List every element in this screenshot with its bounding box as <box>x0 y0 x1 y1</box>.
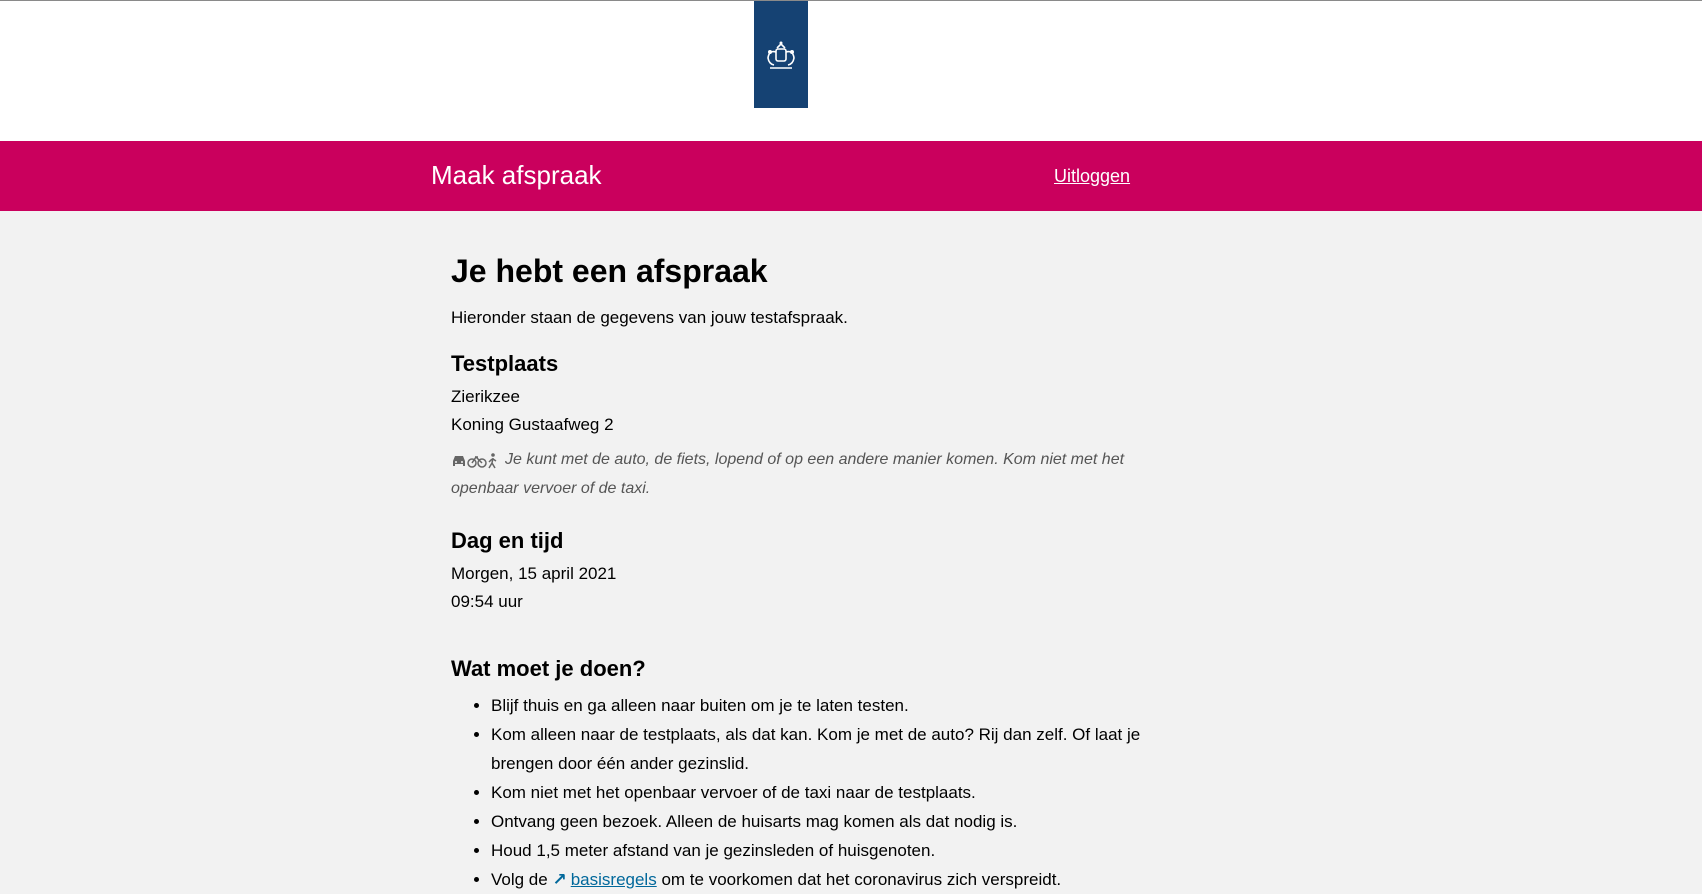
car-icon <box>451 454 467 468</box>
todo-heading: Wat moet je doen? <box>451 656 646 681</box>
location-city: Zierikzee <box>451 387 520 406</box>
datetime-heading: Dag en tijd <box>451 528 564 553</box>
external-link-arrow-icon: ↗ <box>552 870 567 889</box>
transport-note <box>451 446 1131 503</box>
transport-icons <box>451 447 499 475</box>
location-heading: Testplaats <box>451 351 559 376</box>
list-item <box>491 865 1171 894</box>
list-item: • Kom alleen naar de testplaats, als dat kan. Kom je met de auto? Rij dan zelf. Of laat je brengen door één ander gezinslid. <box>491 720 1171 778</box>
basisregels-link[interactable]: basisregels <box>570 870 657 889</box>
transport-note-text: Je kunt met de auto, de fiets, lopend of op een andere manier komen. Kom niet met het openbaar vervoer of de taxi. <box>451 451 1125 497</box>
intro-text: Hieronder staan de gegevens van jouw testafspraak. <box>451 308 848 327</box>
bicycle-icon <box>467 454 487 468</box>
list-item-suffix: om te voorkomen dat het coronavirus zich verspreidt. <box>661 870 1062 889</box>
appointment-date: Morgen, 15 april 2021 <box>451 564 617 583</box>
page-header-title: Maak afspraak <box>431 160 602 190</box>
todo-list <box>451 691 1171 894</box>
logo-emblem <box>761 38 801 72</box>
list-item: • Ontvang geen bezoek. Alleen de huisarts mag komen als dat nodig is. <box>491 807 1171 836</box>
coat-of-arms-icon <box>754 1 808 108</box>
list-item: • Houd 1,5 meter afstand van je gezinsleden of huisgenoten. <box>491 836 1171 865</box>
list-item: • Kom niet met het openbaar vervoer of de taxi naar de testplaats. <box>491 778 1171 807</box>
header-band <box>0 141 1702 211</box>
page-title: Je hebt een afspraak <box>451 253 768 289</box>
logout-link[interactable]: Uitloggen <box>1054 166 1131 186</box>
appointment-time: 09:54 uur <box>451 592 523 611</box>
top-bar <box>0 0 1702 141</box>
list-item: • Blijf thuis en ga alleen naar buiten om je te laten testen. <box>491 691 1171 720</box>
list-item-prefix: Volg de <box>491 870 548 889</box>
location-address: Koning Gustaafweg 2 <box>451 415 614 434</box>
walking-icon <box>487 453 499 469</box>
